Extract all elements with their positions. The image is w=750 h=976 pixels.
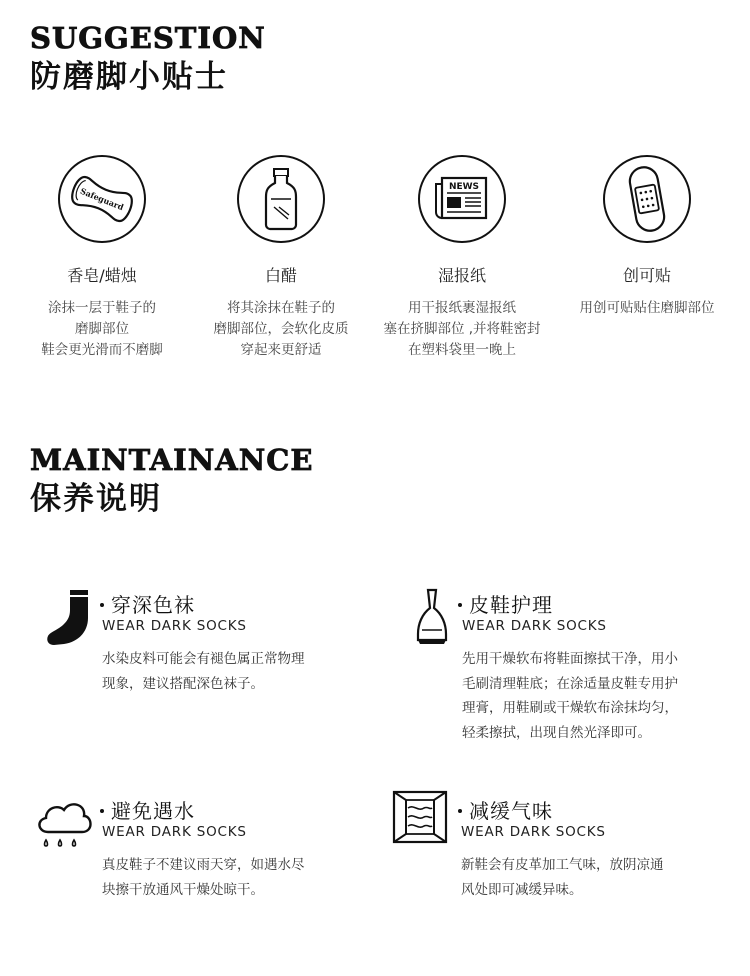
bullet-dot xyxy=(458,603,462,607)
suggestion-heading-cn: 防磨脚小贴士 xyxy=(30,59,228,95)
maintenance-heading-cn: 保养说明 xyxy=(30,481,162,517)
maintenance-title: 减缓气味 xyxy=(458,795,553,824)
tip-description: 用创可贴贴住磨脚部位 xyxy=(579,300,715,316)
maintenance-subtitle: WEAR DARK SOCKS xyxy=(461,824,606,840)
tip-title: 湿报纸 xyxy=(437,266,486,285)
sock-icon xyxy=(44,588,94,648)
bandage-icon xyxy=(603,155,691,243)
newspaper-icon xyxy=(418,155,506,243)
newspaper-badge-text: NEWS xyxy=(448,182,480,192)
maintenance-item-sock xyxy=(44,586,364,696)
maintenance-title: 穿深色袜 xyxy=(100,589,195,618)
maintenance-body: 真皮鞋子不建议雨天穿，如遇水尽 块擦干放通风干燥处晾干。 xyxy=(102,857,305,898)
maintenance-subtitle: WEAR DARK SOCKS xyxy=(102,824,247,840)
maintenance-item-reduce-odor xyxy=(392,790,732,900)
tip-description: 将其涂抹在鞋子的 磨脚部位，会软化皮质 穿起来更舒适 xyxy=(213,300,349,358)
maintenance-item-avoid-water xyxy=(34,792,364,902)
tip-description: 用干报纸裹湿报纸 塞在挤脚部位 ,并将鞋密封 在塑料袋里一晚上 xyxy=(383,300,541,358)
suggestion-heading-en: SUGGESTION xyxy=(30,21,266,55)
tip-title: 创可贴 xyxy=(622,266,671,285)
rain-cloud-icon xyxy=(34,794,94,854)
soap-icon xyxy=(58,155,146,243)
tip-vinegar xyxy=(186,155,376,361)
soap-badge-text: Safeguard xyxy=(78,185,126,213)
maintenance-item-shoe-care xyxy=(412,586,742,746)
tip-newspaper xyxy=(367,155,557,361)
maintenance-body: 水染皮料可能会有褪色属正常物理 现象，建议搭配深色袜子。 xyxy=(102,651,305,692)
tip-description: 涂抹一层于鞋子的 磨脚部位 鞋会更光滑而不磨脚 xyxy=(41,300,163,358)
window-ventilation-icon xyxy=(392,790,448,844)
maintenance-title: 皮鞋护理 xyxy=(458,589,553,618)
maintenance-body: 新鞋会有皮革加工气味，放阴凉通 风处即可减缓异味。 xyxy=(461,857,664,898)
bullet-dot xyxy=(100,603,104,607)
tip-title: 香皂/蜡烛 xyxy=(67,266,137,285)
maintenance-title: 避免遇水 xyxy=(100,795,195,824)
maintenance-body: 先用干燥软布将鞋面擦拭干净，用小 毛刷清理鞋底；在涂适量皮鞋专用护 理膏，用鞋刷或干燥软布涂抹均匀， 轻柔擦拭，出现自然光泽即可。 xyxy=(462,651,678,741)
maintenance-subtitle: WEAR DARK SOCKS xyxy=(462,618,607,634)
bullet-dot xyxy=(458,809,462,813)
shoe-brush-icon xyxy=(412,588,452,648)
tip-bandage xyxy=(552,155,742,319)
maintenance-subtitle: WEAR DARK SOCKS xyxy=(102,618,247,634)
tip-title: 白醋 xyxy=(264,266,297,285)
maintenance-heading-en: MAINTAINANCE xyxy=(30,443,314,477)
bullet-dot xyxy=(100,809,104,813)
vinegar-bottle-icon xyxy=(237,155,325,243)
tip-soap xyxy=(7,155,197,361)
